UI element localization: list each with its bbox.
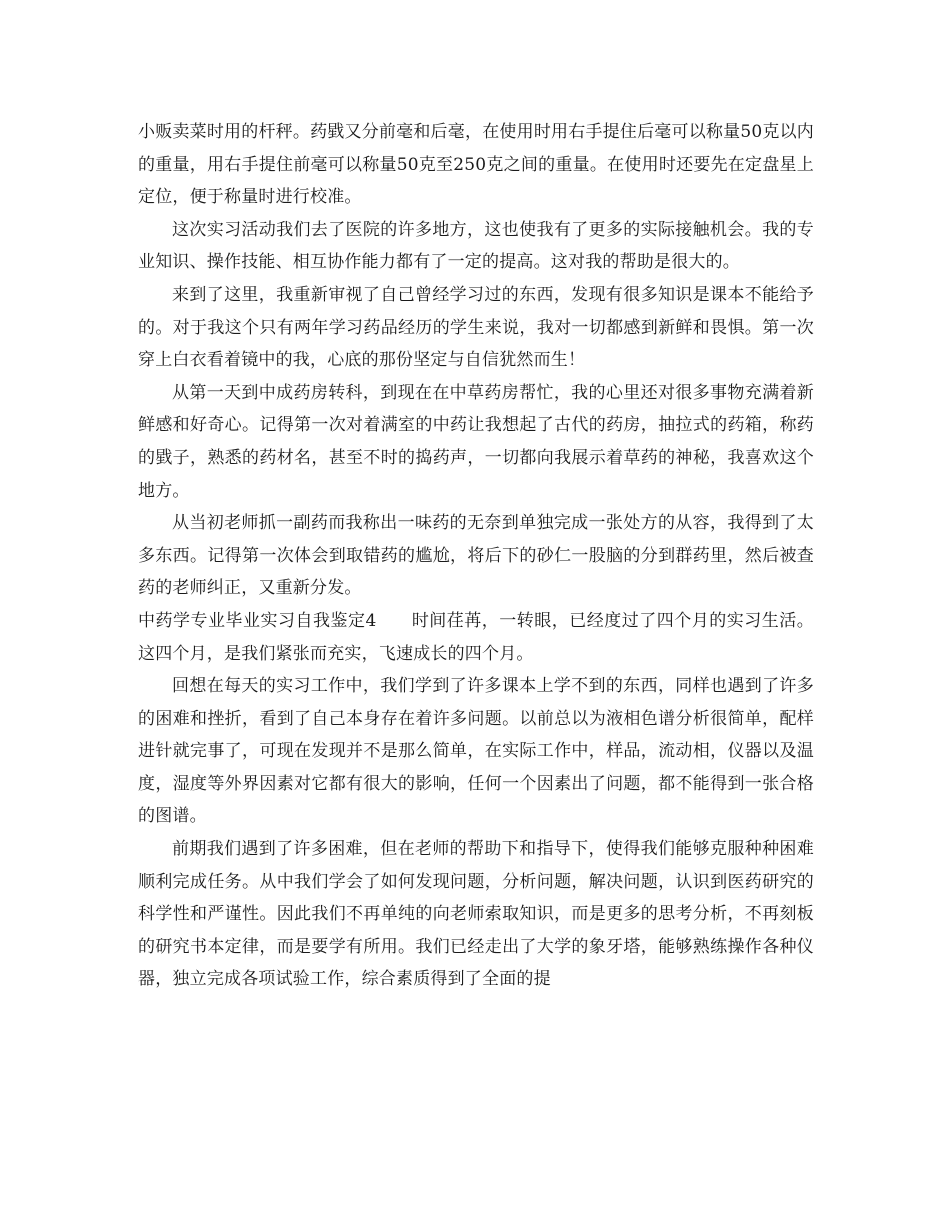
section-heading: 中药学专业毕业实习自我鉴定4: [138, 610, 377, 631]
document-body: [138, 116, 814, 996]
section-paragraph: [138, 605, 814, 670]
paragraph-5: 从当初老师抓一副药而我称出一味药的无奈到单独完成一张处方的从容，我得到了太多东西。记得第一次体会到取错药的尴尬，将后下的砂仁一股脑的分到群药里，然后被查药的老师纠正，又重新分发。: [138, 513, 814, 599]
paragraph-2: 这次实习活动我们去了医院的许多地方，这也使我有了更多的实际接触机会。我的专业知识、操作技能、相互协作能力都有了一定的提高。这对我的帮助是很大的。: [138, 219, 814, 273]
paragraph-6: 回想在每天的实习工作中，我们学到了许多课本上学不到的东西，同样也遇到了许多的困难和挫折，看到了自己本身存在着许多问题。以前总以为液相色谱分析很简单，配样进针就完事了，可现在发现并不是那么简单，在实际工作中，样品，流动相，仪器以及温度，湿度等外界因素对它都有很大的影响，任何一个因素出了问题，都不能得到一张合格的图谱。: [138, 676, 814, 827]
section-gap: [377, 611, 412, 631]
paragraph-3: 来到了这里，我重新审视了自己曾经学习过的东西，发现有很多知识是课本不能给予的。对于我这个只有两年学习药品经历的学生来说，我对一切都感到新鲜和畏惧。第一次穿上白衣看着镜中的我，心底的那份坚定与自信犹然而生！: [138, 284, 814, 371]
paragraph-7: 前期我们遇到了许多困难，但在老师的帮助下和指导下，使得我们能够克服种种困难顺利完成任务。从中我们学会了如何发现问题，分析问题，解决问题，认识到医药研究的科学性和严谨性。因此我们不再单纯的向老师索取知识，而是更多的思考分析，不再刻板的研究书本定律，而是要学有所用。我们已经走出了大学的象牙塔，能够熟练操作各种仪器，独立完成各项试验工作，综合素质得到了全面的提: [138, 839, 814, 990]
paragraph-1: 小贩卖菜时用的杆秤。药戥又分前毫和后毫，在使用时用右手提住后毫可以称量50克以内的重量，用右手提住前毫可以称量50克至250克之间的重量。在使用时还要先在定盘星上定位，便于称量时进行校准。: [138, 122, 814, 208]
section-first-text: 时间荏苒，一转眼，已经度过了四个月的实习生活。这四个月，是我们紧张而充实，飞速成长的四个月。: [138, 610, 814, 664]
paragraph-4: 从第一天到中成药房转科，到现在在中草药房帮忙，我的心里还对很多事物充满着新鲜感和好奇心。记得第一次对着满室的中药让我想起了古代的药房，抽拉式的药箱，称药的戥子，熟悉的药材名，甚至不时的捣药声，一切都向我展示着草药的神秘，我喜欢这个地方。: [138, 382, 814, 501]
